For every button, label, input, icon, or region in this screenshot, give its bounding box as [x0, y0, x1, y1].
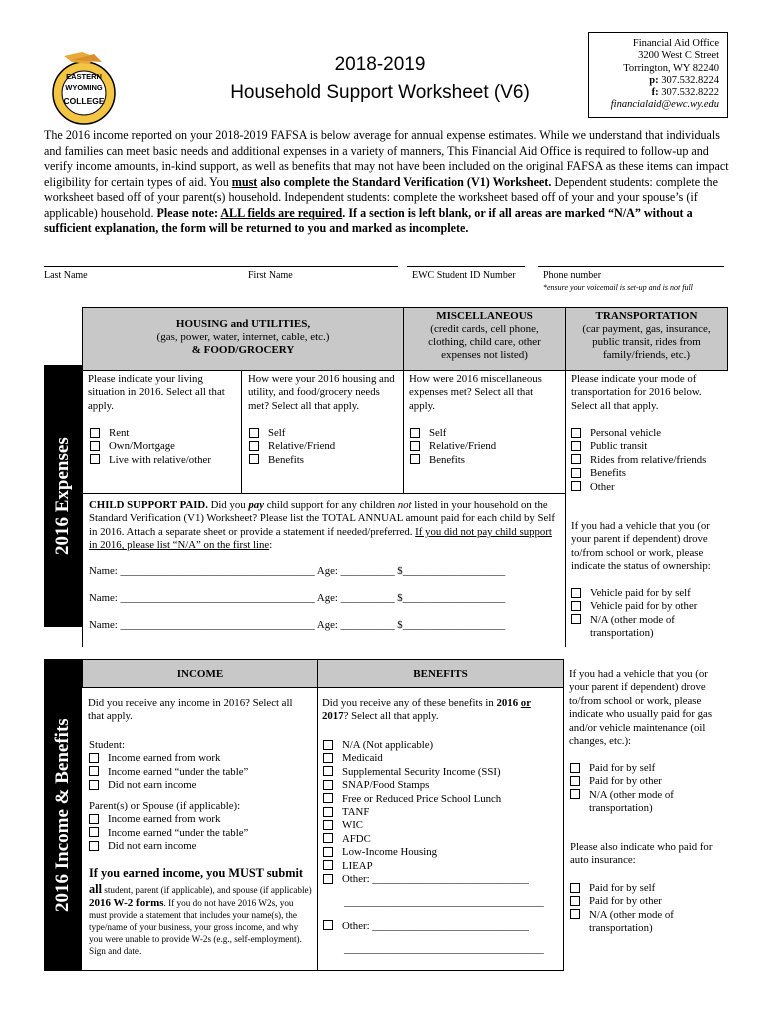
trans-option-other[interactable]: Other — [571, 481, 706, 494]
expenses-side-label: 2016 Expenses — [44, 365, 82, 627]
parent-income — [89, 800, 248, 854]
office-name: Financial Aid Office — [632, 38, 719, 49]
benefit-other-line-2[interactable]: _____________________________________ — [344, 943, 544, 956]
checkbox-icon — [410, 428, 420, 438]
vehicle-ownership-question: If you had a vehicle that you (or your parent if dependent) drove to/from school or work, please indicate the status of ownership: — [571, 520, 711, 573]
insurance-question: Please also indicate who paid for auto insurance: — [570, 841, 713, 867]
checkbox-icon — [89, 766, 99, 776]
trans-option-personal[interactable]: Personal vehicle — [571, 427, 706, 440]
benefit-option-other-1[interactable]: Other: _____________________________ — [323, 873, 544, 886]
checkbox-icon — [410, 454, 420, 464]
checkbox-icon — [323, 780, 333, 790]
income-section — [44, 659, 728, 971]
student-option-work[interactable]: Income earned from work — [89, 752, 248, 765]
phone-label: Phone number — [543, 270, 602, 281]
student-option-none[interactable]: Did not earn income — [89, 779, 248, 792]
income-side-label: 2016 Income & Benefits — [44, 659, 82, 971]
intro-paragraph: The 2016 income reported on your 2018-2019 FAFSA is below average for annual expense estimates. While we understand that individuals and families can meet basic needs and additional expenses in a variety of manners, This Financial Aid Office is required to follow-up and verify income amounts, in-kind support, as well as benefits that may not have been included on the original FAFSA as these items can impact eligibility for certain types of aid. You must also complete the Standard Verification (V1) Worksheet. Dependent students: complete the worksheet based off of your parent(s) household. Independent students: complete the worksheet based off of your and your spouse’s (if applicable) household. Please note: ALL fields are required. If a section is left blank, or if all areas are marked “N/A” without a sufficient explanation, the form will be returned to you and marked as incomplete. — [44, 128, 729, 235]
checkbox-icon — [410, 441, 420, 451]
misc-option-benefits[interactable]: Benefits — [410, 454, 496, 467]
benefit-option-wic[interactable]: WIC — [323, 819, 544, 832]
housing-options — [249, 427, 335, 467]
parent-option-work[interactable]: Income earned from work — [89, 813, 248, 826]
misc-header: MISCELLANEOUS (credit cards, cell phone, clothing, child care, other expenses not listed) — [403, 307, 566, 371]
vehicle-option-self[interactable]: Vehicle paid for by self — [571, 587, 720, 600]
misc-option-self[interactable]: Self — [410, 427, 496, 440]
housing-header: HOUSING and UTILITIES, (gas, power, water, internet, cable, etc.) & FOOD/GROCERY — [82, 307, 404, 371]
vehicle-option-other[interactable]: Vehicle paid for by other — [571, 600, 720, 613]
expenses-section — [44, 307, 728, 647]
student-label: Student: — [89, 739, 125, 751]
checkbox-icon — [571, 454, 581, 464]
maintenance-options — [570, 762, 719, 816]
student-option-table[interactable]: Income earned “under the table” — [89, 766, 248, 779]
office-contact-box — [588, 32, 728, 118]
checkbox-icon — [323, 847, 333, 857]
office-phone: p: 307.532.8224 — [649, 74, 719, 86]
checkbox-icon — [571, 481, 581, 491]
checkbox-icon — [323, 807, 333, 817]
maint-option-na[interactable]: N/A (other mode of transportation) — [570, 789, 719, 816]
title-main: Household Support Worksheet (V6) — [230, 82, 530, 103]
checkbox-icon — [323, 833, 333, 843]
child-support-text: CHILD SUPPORT PAID. Did you pay child support for any children not listed in your household on the Standard Verification (V1) Worksheet? Please list the TOTAL ANNUAL amount paid for each child by Self in 2016. Attach a separate sheet or provide a statement if needed/preferred. If you did not pay child support in 2016, please list “N/A” on the first line: — [89, 499, 555, 552]
living-options — [90, 427, 211, 467]
svg-text:COLLEGE: COLLEGE — [63, 96, 105, 106]
housing-option-benefits[interactable]: Benefits — [249, 454, 335, 467]
housing-option-relative[interactable]: Relative/Friend — [249, 440, 335, 453]
checkbox-icon — [249, 441, 259, 451]
benefit-option-housing[interactable]: Low-Income Housing — [323, 846, 544, 859]
checkbox-icon — [571, 468, 581, 478]
first-name-label: First Name — [248, 270, 293, 281]
checkbox-icon — [323, 793, 333, 803]
checkbox-icon — [90, 454, 100, 464]
ins-option-other[interactable]: Paid for by other — [570, 895, 719, 908]
phone-field-line[interactable] — [538, 266, 724, 267]
trans-option-public[interactable]: Public transit — [571, 440, 706, 453]
benefit-option-na[interactable]: N/A (Not applicable) — [323, 739, 544, 752]
checkbox-icon — [89, 841, 99, 851]
student-income — [89, 739, 248, 793]
page-title — [200, 52, 560, 106]
checkbox-icon — [90, 441, 100, 451]
checkbox-icon — [323, 874, 333, 884]
student-id-label: EWC Student ID Number — [412, 270, 516, 281]
checkbox-icon — [89, 753, 99, 763]
child-row-2[interactable]: Name: ____________________________________ Age: __________ $___________________ — [89, 592, 506, 604]
benefit-option-other-2[interactable]: Other: _____________________________ — [323, 920, 544, 933]
benefit-option-ssi[interactable]: Supplemental Security Income (SSI) — [323, 766, 544, 779]
child-row-3[interactable]: Name: ____________________________________ Age: __________ $___________________ — [89, 619, 506, 631]
checkbox-icon — [570, 909, 580, 919]
student-id-field-line[interactable] — [407, 266, 525, 267]
parent-label: Parent(s) or Spouse (if applicable): — [89, 800, 241, 812]
benefit-option-afdc[interactable]: AFDC — [323, 833, 544, 846]
benefit-option-lunch[interactable]: Free or Reduced Price School Lunch — [323, 793, 544, 806]
checkbox-icon — [89, 814, 99, 824]
last-name-label: Last Name — [44, 270, 88, 281]
misc-options — [410, 427, 496, 467]
checkbox-icon — [323, 820, 333, 830]
checkbox-icon — [570, 789, 580, 799]
checkbox-icon — [90, 428, 100, 438]
benefit-option-medicaid[interactable]: Medicaid — [323, 752, 544, 765]
checkbox-icon — [323, 740, 333, 750]
transportation-question: Please indicate your mode of transportation for 2016 below. Select all that apply. — [571, 373, 702, 412]
parent-option-none[interactable]: Did not earn income — [89, 840, 248, 853]
housing-question: How were your 2016 housing and utility, and food/grocery needs met? Select all that apply. — [248, 373, 395, 412]
phone-note: *ensure your voicemail is set-up and is not full — [543, 283, 693, 292]
svg-text:EASTERN: EASTERN — [66, 72, 102, 81]
checkbox-icon — [571, 614, 581, 624]
benefit-option-tanf[interactable]: TANF — [323, 806, 544, 819]
checkbox-icon — [89, 827, 99, 837]
office-email[interactable]: financialaid@ewc.wy.edu — [610, 99, 719, 111]
living-option-rent[interactable]: Rent — [90, 427, 211, 440]
checkbox-icon — [570, 883, 580, 893]
checkbox-icon — [323, 920, 333, 930]
checkbox-icon — [571, 588, 581, 598]
office-city: Torrington, WY 82240 — [623, 62, 719, 74]
maint-option-self[interactable]: Paid for by self — [570, 762, 719, 775]
parent-option-table[interactable]: Income earned “under the table” — [89, 827, 248, 840]
trans-option-benefits[interactable]: Benefits — [571, 467, 706, 480]
checkbox-icon — [323, 753, 333, 763]
checkbox-icon — [249, 454, 259, 464]
title-year: 2018-2019 — [334, 54, 426, 75]
maintenance-question: If you had a vehicle that you (or your parent if dependent) drove to/from school or work, please indicate who usually paid for gas and/or vehicle maintenance (oil changes, etc.): — [569, 668, 713, 748]
checkbox-icon — [89, 780, 99, 790]
checkbox-icon — [570, 896, 580, 906]
benefits-question: Did you receive any of these benefits in 2016 or 2017? Select all that apply. — [322, 697, 531, 723]
income-question: Did you receive any income in 2016? Select all that apply. — [88, 697, 293, 723]
benefit-other-line-1[interactable]: _____________________________________ — [344, 896, 544, 909]
college-logo — [42, 48, 126, 126]
w2-instructions: If you earned income, you MUST submit all student, parent (if applicable), and spouse (if applicable) 2016 W-2 forms. If you do not have 2016 W2s, you must provide a statement that includes your name(s), the type/name of your business, your gross income, and why you were unable to provide W-2s (e.g., self-employment). Sign and date. — [89, 866, 312, 956]
benefits-header: BENEFITS — [317, 659, 564, 688]
misc-question: How were 2016 miscellaneous expenses met? Select all that apply. — [409, 373, 542, 412]
svg-text:WYOMING: WYOMING — [65, 83, 103, 92]
checkbox-icon — [571, 441, 581, 451]
vehicle-option-na[interactable]: N/A (other mode of transportation) — [571, 614, 720, 641]
checkbox-icon — [570, 776, 580, 786]
benefit-option-snap[interactable]: SNAP/Food Stamps — [323, 779, 544, 792]
maint-option-other[interactable]: Paid for by other — [570, 775, 719, 788]
name-field-line[interactable] — [44, 266, 398, 267]
checkbox-icon — [323, 860, 333, 870]
transportation-header: TRANSPORTATION (car payment, gas, insurance, public transit, rides from family/friends, etc.) — [565, 307, 728, 371]
insurance-options — [570, 882, 719, 936]
checkbox-icon — [570, 763, 580, 773]
transportation-options — [571, 427, 706, 494]
vehicle-ownership-options — [571, 587, 720, 641]
checkbox-icon — [571, 428, 581, 438]
living-option-own[interactable]: Own/Mortgage — [90, 440, 211, 453]
office-street: 3200 West C Street — [638, 50, 719, 62]
benefit-option-lieap[interactable]: LIEAP — [323, 860, 544, 873]
housing-option-self[interactable]: Self — [249, 427, 335, 440]
income-header: INCOME — [82, 659, 318, 688]
trans-option-rides[interactable]: Rides from relative/friends — [571, 454, 706, 467]
benefit-options — [323, 739, 544, 957]
office-fax: f: 307.532.8222 — [651, 87, 719, 99]
living-option-relative[interactable]: Live with relative/other — [90, 454, 211, 467]
child-row-1[interactable]: Name: ____________________________________ Age: __________ $___________________ — [89, 565, 506, 577]
ins-option-self[interactable]: Paid for by self — [570, 882, 719, 895]
checkbox-icon — [249, 428, 259, 438]
checkbox-icon — [571, 601, 581, 611]
ins-option-na[interactable]: N/A (other mode of transportation) — [570, 909, 719, 936]
misc-option-relative[interactable]: Relative/Friend — [410, 440, 496, 453]
living-question: Please indicate your living situation in 2016. Select all that apply. — [88, 373, 225, 412]
checkbox-icon — [323, 766, 333, 776]
